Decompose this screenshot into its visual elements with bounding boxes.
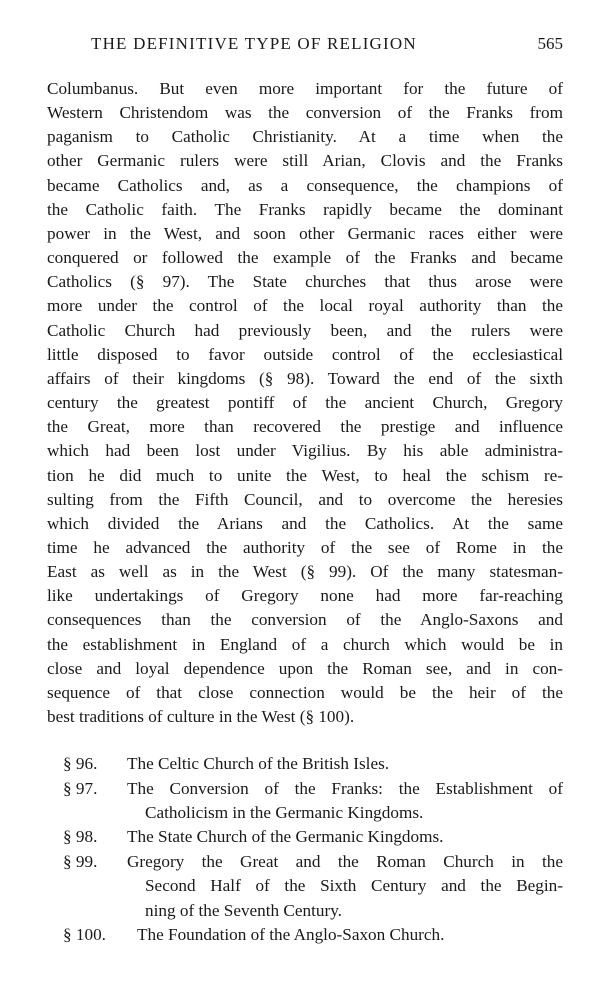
section-title: The Conversion of the Franks: the Establishment of [127,778,563,798]
section-title: Gregory the Great and the Roman Church in the [127,851,563,871]
text-line: consequences than the conversion of the Anglo-Saxons and [47,610,563,630]
text-line: sulting from the Fifth Council, and to overcome the heresies [47,489,563,509]
text-line: Catholics (§ 97). The State churches that thus arose were [47,272,563,292]
section-title: The State Church of the Germanic Kingdoms. [127,827,444,847]
section-list [47,752,563,947]
section-number: § 96. [63,754,98,774]
text-line: sequence of that close connection would be the heir of the [47,682,563,702]
text-line: East as well as in the West (§ 99). Of the many statesman- [47,562,563,582]
section-entry [47,850,563,923]
text-line: tion he did much to unite the West, to heal the schism re- [47,465,563,485]
text-line: conquered or followed the example of the Franks and became [47,248,563,268]
text-line: the Catholic faith. The Franks rapidly became the dominant [47,199,563,219]
text-line: time he advanced the authority of the see of Rome in the [47,537,563,557]
book-page [47,34,563,947]
page-number: 565 [537,34,563,53]
text-line: close and loyal dependence upon the Roman see, and in con- [47,658,563,678]
running-head [47,34,563,64]
text-line: became Catholics and, as a consequence, the champions of [47,175,563,195]
running-title: THE DEFINITIVE TYPE OF RELIGION [91,34,417,53]
text-line: best traditions of culture in the West (§ 100). [47,707,355,727]
text-line: paganism to Catholic Christianity. At a time when the [47,127,563,147]
section-title-continued: Second Half of the Sixth Century and the Begin- [145,876,563,896]
text-line: the Great, more than recovered the prestige and influence [47,417,563,437]
section-title: The Celtic Church of the British Isles. [127,754,390,774]
section-number: § 98. [63,827,98,847]
section-number: § 97. [63,778,98,798]
text-line: century the greatest pontiff of the ancient Church, Gregory [47,393,563,413]
section-entry [47,923,563,947]
text-line: Columbanus. But even more important for the future of [47,79,563,98]
text-line: like undertakings of Gregory none had more far-reaching [47,586,563,606]
text-line: more under the control of the local royal authority than the [47,296,563,316]
section-entry [47,752,563,776]
section-entry [47,777,563,826]
section-title: The Foundation of the Anglo-Saxon Church. [137,925,445,945]
text-line: power in the West, and soon other Germanic races either were [47,223,563,243]
text-line: which divided the Arians and the Catholics. At the same [47,513,563,533]
section-number: § 100. [63,925,106,945]
section-title-continued: Catholicism in the Germanic Kingdoms. [145,803,424,823]
text-line: the establishment in England of a church which would be in [47,634,563,654]
text-line: other Germanic rulers were still Arian, Clovis and the Franks [47,151,563,171]
section-number: § 99. [63,851,98,871]
text-line: Western Christendom was the conversion of the Franks from [47,103,563,123]
section-entry [47,825,563,849]
body-paragraph [47,77,563,729]
section-title-continued: ning of the Seventh Century. [145,900,342,920]
text-line: affairs of their kingdoms (§ 98). Toward the end of the sixth [47,368,563,388]
text-line: little disposed to favor outside control of the ecclesiastical [47,344,563,364]
text-line: Catholic Church had previously been, and the rulers were [47,320,563,340]
text-line: which had been lost under Vigilius. By his able administra- [47,441,563,461]
